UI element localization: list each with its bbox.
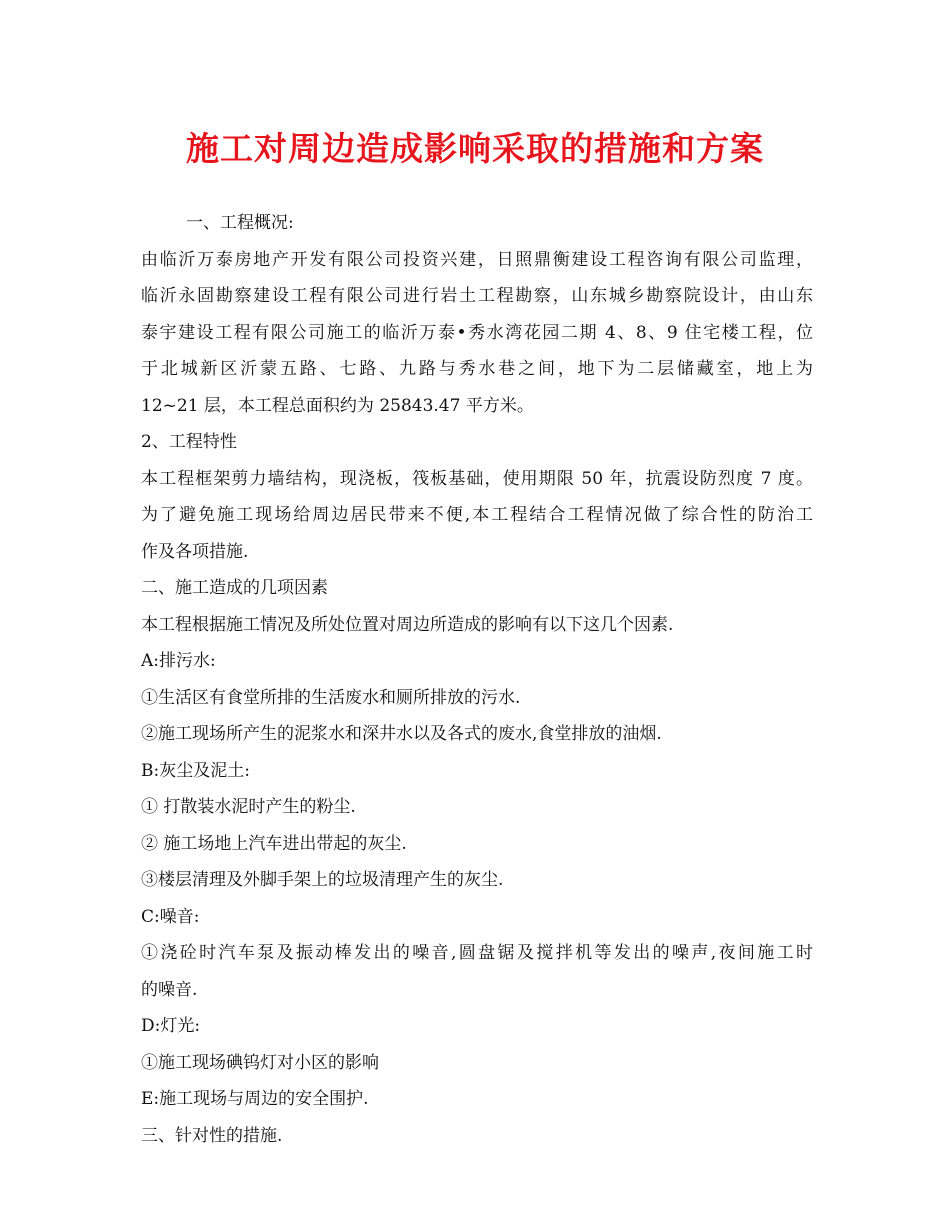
- subheading-safety-fence: E:施工现场与周边的安全围护.: [141, 1089, 369, 1109]
- section-heading-overview: 一、工程概况:: [186, 213, 294, 233]
- subheading-dust: B:灰尘及泥土:: [141, 760, 250, 781]
- paragraph-line: 12~21 层，本工程总面积约为 25843.47 平方米。: [141, 395, 534, 416]
- section-heading-factors: 二、施工造成的几项因素: [141, 578, 328, 598]
- paragraph-line: 泰宇建设工程有限公司施工的临沂万泰•秀水湾花园二期 4、8、9 住宅楼工程，位: [141, 322, 813, 343]
- list-item: ① 打散装水泥时产生的粉尘.: [141, 797, 356, 817]
- list-item: ②施工现场所产生的泥浆水和深井水以及各式的废水,食堂排放的油烟.: [141, 724, 662, 744]
- list-item-continuation: 的噪音.: [141, 979, 198, 1000]
- paragraph-line: 临沂永固勘察建设工程有限公司进行岩土工程勘察，山东城乡勘察院设计，由山东: [141, 286, 813, 306]
- paragraph-line: 于北城新区沂蒙五路、七路、九路与秀水巷之间，地下为二层储藏室，地上为: [141, 359, 813, 379]
- document-body: [141, 205, 813, 1154]
- list-item: ①生活区有食堂所排的生活废水和厕所排放的污水.: [141, 687, 521, 708]
- paragraph-line: 本工程框架剪力墙结构，现浇板，筏板基础，使用期限 50 年，抗震设防烈度 7 度。: [141, 468, 813, 489]
- paragraph-line: 本工程根据施工情况及所处位置对周边所造成的影响有以下这几个因素.: [141, 614, 674, 635]
- list-item: ③楼层清理及外脚手架上的垃圾清理产生的灰尘.: [141, 870, 504, 890]
- subheading-wastewater: A:排污水:: [141, 651, 216, 671]
- paragraph-line: 作及各项措施.: [141, 541, 249, 562]
- section-heading-features: 2、工程特性: [141, 432, 237, 452]
- list-item: ①浇砼时汽车泵及振动棒发出的噪音,圆盘锯及搅拌机等发出的噪声,夜间施工时: [141, 943, 813, 963]
- document-title: 施工对周边造成影响采取的措施和方案: [186, 129, 764, 168]
- paragraph-line: 由临沂万泰房地产开发有限公司投资兴建，日照鼎衡建设工程咨询有限公司监理，: [141, 249, 813, 270]
- paragraph-line: 为了避免施工现场给周边居民带来不便,本工程结合工程情况做了综合性的防治工: [141, 505, 813, 525]
- list-item: ② 施工场地上汽车进出带起的灰尘.: [141, 833, 407, 854]
- section-heading-measures: 三、针对性的措施.: [141, 1125, 283, 1146]
- subheading-noise: C:噪音:: [141, 906, 200, 927]
- list-item: ①施工现场碘钨灯对小区的影响: [141, 1052, 379, 1073]
- subheading-lighting: D:灯光:: [141, 1016, 201, 1036]
